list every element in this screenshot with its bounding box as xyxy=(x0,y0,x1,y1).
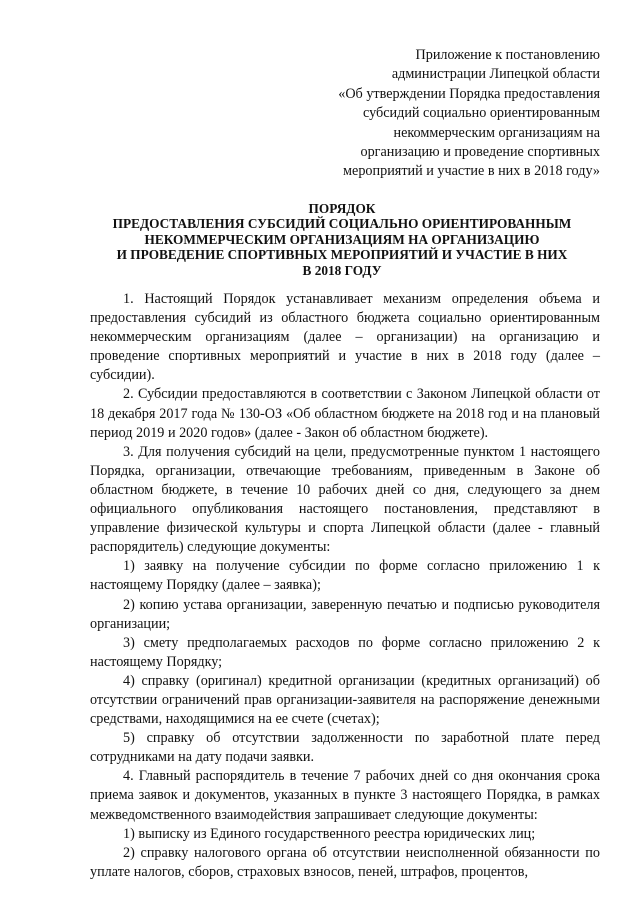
appendix-line: организацию и проведение спортивных xyxy=(360,144,600,161)
paragraph-clause-4: 4. Главный распорядитель в течение 7 рабочих дней со дня окончания срока приема заявок и документов, указанных в пункте 3 настоящего Порядка, в рамках межведомственного взаимодействия запрашивает следующие документы: xyxy=(90,768,600,823)
paragraph-item-3-5: 5) справку об отсутствии задолженности по заработной плате перед сотрудниками на дату подачи заявки. xyxy=(90,730,600,766)
appendix-line: «Об утверждении Порядка предоставления xyxy=(338,85,600,102)
paragraph-item-3-4: 4) справку (оригинал) кредитной организации (кредитных организаций) об отсутствии ограничений прав организации-заявителя на распоряжение денежными средствами, находящимися на ее счете (счетах); xyxy=(90,672,600,728)
paragraph-item-3-2: 2) копию устава организации, заверенную печатью и подписью руководителя организации; xyxy=(90,596,600,632)
paragraph-clause-3: 3. Для получения субсидий на цели, предусмотренные пунктом 1 настоящего Порядка, организации, отвечающие требованиям, приведенным в Законе об областном бюджете, в течение 10 рабочих дней со дня, следующего за днем официального опубликования настоящего постановления, представляют в управление физической культуры и спорта Липецкой области (далее - главный распорядитель) следующие документы: xyxy=(90,443,600,556)
title-line: ПОРЯДОК xyxy=(308,201,376,216)
appendix-line: администрации Липецкой области xyxy=(391,66,600,83)
appendix-line: Приложение к постановлению xyxy=(415,47,600,63)
appendix-note xyxy=(300,46,600,182)
paragraph-clause-2: 2. Субсидии предоставляются в соответствии с Законом Липецкой области от 18 декабря 2017 года № 130-ОЗ «Об областном бюджете на 2018 год и на плановый период 2019 и 2020 годов» (далее - Закон об областном бюджете). xyxy=(90,386,600,441)
title-line: И ПРОВЕДЕНИЕ СПОРТИВНЫХ МЕРОПРИЯТИЙ И УЧАСТИЕ В НИХ xyxy=(116,247,568,263)
document-body xyxy=(90,290,600,882)
paragraph-clause-1: 1. Настоящий Порядок устанавливает механизм определения объема и предоставления субсидий из областного бюджета социально ориентированным некоммерческим организациям (далее – организации) на организацию и проведение спортивных мероприятий и участие в них в 2018 году (далее – субсидии). xyxy=(90,291,600,384)
title-line: В 2018 ГОДУ xyxy=(302,262,382,278)
appendix-line: субсидий социально ориентированным xyxy=(362,105,600,122)
paragraph-item-3-1: 1) заявку на получение субсидии по форме согласно приложению 1 к настоящему Порядку (далее – заявка); xyxy=(90,558,600,594)
paragraph-item-4-1: 1) выписку из Единого государственного реестра юридических лиц; xyxy=(123,825,536,842)
appendix-line: некоммерческим организациям на xyxy=(393,124,600,141)
document-title xyxy=(92,201,592,278)
paragraph-item-4-2: 2) справку налогового органа об отсутствии неисполненной обязанности по уплате налогов, сборов, страховых взносов, пеней, штрафов, процентов, xyxy=(90,844,600,880)
title-line: НЕКОММЕРЧЕСКИМ ОРГАНИЗАЦИЯМ НА ОРГАНИЗАЦИЮ xyxy=(144,231,540,247)
appendix-line: мероприятий и участие в них в 2018 году» xyxy=(343,163,600,180)
paragraph-item-3-3: 3) смету предполагаемых расходов по форме согласно приложению 2 к настоящему Порядку; xyxy=(90,634,600,670)
title-line: ПРЕДОСТАВЛЕНИЯ СУБСИДИЙ СОЦИАЛЬНО ОРИЕНТИРОВАННЫМ xyxy=(112,216,572,232)
